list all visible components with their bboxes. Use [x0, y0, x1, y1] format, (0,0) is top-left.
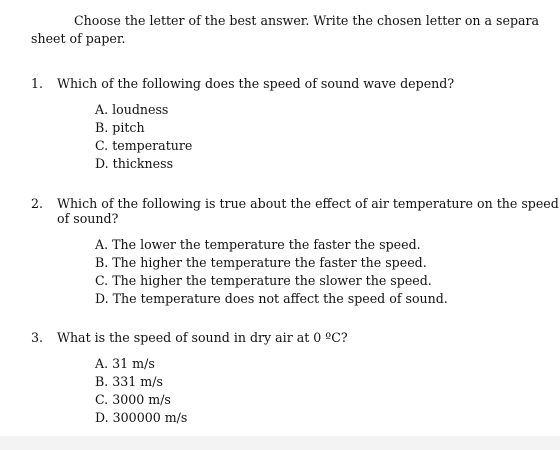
option-d: D. thickness — [95, 156, 174, 171]
question-text: Which of the following does the speed of sound wave depend? — [57, 76, 455, 91]
question-number: 1. — [31, 76, 44, 91]
option-d: D. The temperature does not affect the speed of sound. — [95, 291, 448, 306]
option-b: B. The higher the temperature the faster the speed. — [95, 255, 427, 270]
option-d: D. 300000 m/s — [95, 410, 188, 425]
option-a: A. 31 m/s — [95, 356, 155, 371]
option-c: C. The higher the temperature the slower the speed. — [95, 273, 432, 288]
page-bottom-edge — [0, 436, 560, 450]
instructions-line-1: Choose the letter of the best answer. Write the chosen letter on a separa — [74, 13, 540, 28]
option-a: A. loudness — [95, 102, 169, 117]
option-c: C. temperature — [95, 138, 193, 153]
instructions-line-2: sheet of paper. — [31, 31, 126, 46]
question-number: 2. — [31, 196, 44, 211]
option-c: C. 3000 m/s — [95, 392, 171, 407]
option-a: A. The lower the temperature the faster the speed. — [95, 237, 421, 252]
question-text: Which of the following is true about the effect of air temperature on the speed — [57, 196, 559, 211]
question-text-continued: of sound? — [57, 211, 119, 226]
option-b: B. 331 m/s — [95, 374, 163, 389]
question-number: 3. — [31, 330, 44, 345]
question-text: What is the speed of sound in dry air at 0 ºC? — [57, 330, 348, 345]
option-b: B. pitch — [95, 120, 145, 135]
